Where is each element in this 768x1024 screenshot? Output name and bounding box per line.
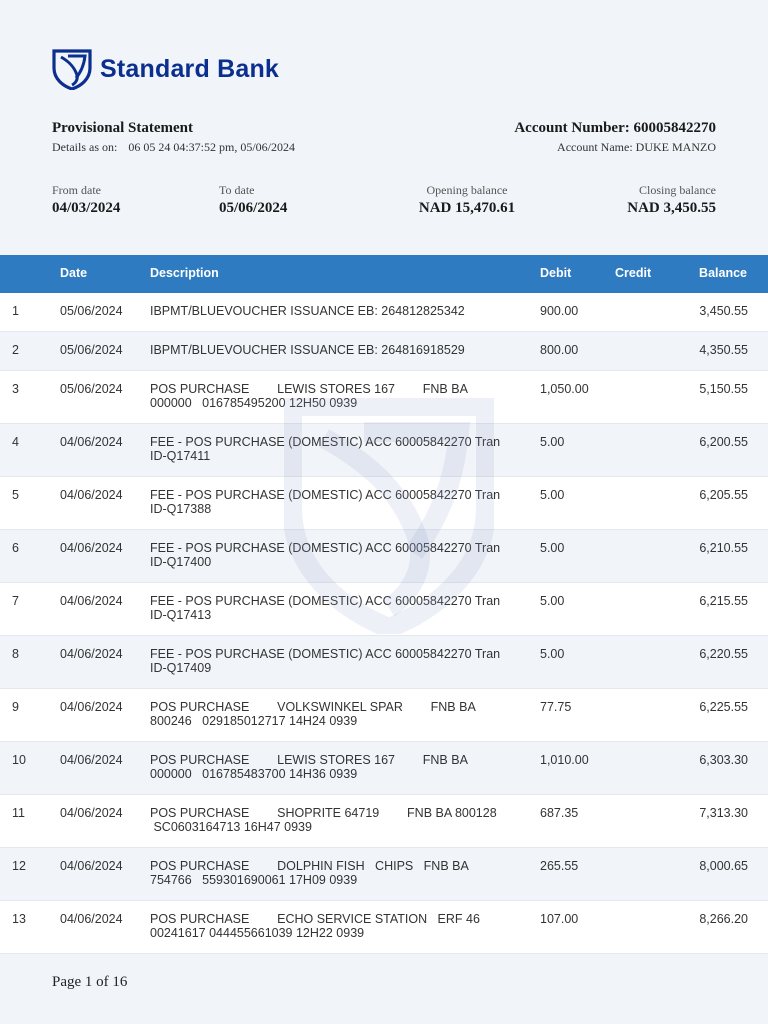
header-date: Date [60, 266, 88, 280]
header-description: Description [150, 266, 219, 280]
table-row [0, 424, 768, 477]
row-debit: 5.00 [540, 647, 565, 661]
row-date: 04/06/2024 [60, 859, 123, 873]
row-date: 04/06/2024 [60, 806, 123, 820]
row-description: FEE - POS PURCHASE (DOMESTIC) ACC 60005842270 Tran ID-Q17400 [150, 541, 501, 569]
row-balance: 6,200.55 [699, 435, 748, 449]
details-label: Details as on: [52, 140, 118, 154]
header-debit: Debit [540, 266, 572, 280]
row-date: 05/06/2024 [60, 382, 123, 396]
row-index: 13 [12, 912, 26, 926]
row-index: 6 [12, 541, 19, 555]
row-description: FEE - POS PURCHASE (DOMESTIC) ACC 60005842270 Tran ID-Q17413 [150, 594, 501, 622]
row-description: IBPMT/BLUEVOUCHER ISSUANCE EB: 264816918529 [150, 343, 465, 357]
row-debit: 77.75 [540, 700, 572, 714]
row-debit: 5.00 [540, 488, 565, 502]
row-debit: 1,050.00 [540, 382, 589, 396]
row-index: 4 [12, 435, 19, 449]
row-debit: 900.00 [540, 304, 579, 318]
from-date-label: From date [52, 183, 101, 197]
page-number: Page 1 of 16 [52, 974, 128, 990]
row-description: POS PURCHASE ECHO SERVICE STATION ERF 46 00241617 044455661039 12H22 0939 [150, 912, 480, 940]
row-balance: 4,350.55 [699, 343, 748, 357]
row-balance: 6,215.55 [699, 594, 748, 608]
details-as-on [52, 140, 295, 155]
row-balance: 6,303.30 [699, 753, 748, 767]
row-date: 04/06/2024 [60, 594, 123, 608]
row-balance: 6,225.55 [699, 700, 748, 714]
row-index: 11 [12, 806, 25, 820]
row-date: 05/06/2024 [60, 343, 123, 357]
table-row [0, 636, 768, 689]
table-row [0, 332, 768, 371]
table-row [0, 848, 768, 901]
row-date: 04/06/2024 [60, 912, 123, 926]
row-index: 7 [12, 594, 19, 608]
row-date: 04/06/2024 [60, 541, 123, 555]
row-index: 1 [12, 304, 19, 318]
table-row [0, 583, 768, 636]
row-description: POS PURCHASE VOLKSWINKEL SPAR FNB BA 800246 029185012717 14H24 0939 [150, 700, 476, 728]
row-index: 2 [12, 343, 19, 357]
row-balance: 5,150.55 [699, 382, 748, 396]
row-debit: 1,010.00 [540, 753, 589, 767]
row-balance: 6,205.55 [699, 488, 748, 502]
account-number: Account Number: 60005842270 [514, 120, 716, 136]
row-debit: 687.35 [540, 806, 579, 820]
transactions-table [0, 255, 768, 954]
row-date: 05/06/2024 [60, 304, 123, 318]
to-date-value: 05/06/2024 [219, 200, 288, 216]
row-description: POS PURCHASE LEWIS STORES 167 FNB BA 000000 016785483700 14H36 0939 [150, 753, 468, 781]
row-balance: 6,220.55 [699, 647, 748, 661]
row-description: FEE - POS PURCHASE (DOMESTIC) ACC 60005842270 Tran ID-Q17411 [150, 435, 501, 463]
row-debit: 5.00 [540, 541, 565, 555]
table-row [0, 530, 768, 583]
row-description: POS PURCHASE DOLPHIN FISH CHIPS FNB BA 754766 559301690061 17H09 0939 [150, 859, 469, 887]
table-header [0, 255, 768, 293]
table-body [0, 293, 768, 954]
shield-logo-icon [52, 48, 92, 90]
row-index: 3 [12, 382, 19, 396]
row-debit: 265.55 [540, 859, 579, 873]
row-index: 12 [12, 859, 26, 873]
row-date: 04/06/2024 [60, 647, 123, 661]
opening-balance-value: NAD 15,470.61 [418, 200, 516, 216]
closing-balance-value: NAD 3,450.55 [627, 200, 716, 216]
row-debit: 5.00 [540, 594, 565, 608]
row-debit: 107.00 [540, 912, 579, 926]
row-description: FEE - POS PURCHASE (DOMESTIC) ACC 60005842270 Tran ID-Q17388 [150, 488, 501, 516]
row-description: POS PURCHASE SHOPRITE 64719 FNB BA 800128 SC0603164713 16H47 0939 [150, 806, 497, 834]
to-date-label: To date [219, 183, 255, 197]
bank-name: Standard Bank [100, 54, 280, 83]
summary-from-date [52, 183, 120, 217]
from-date-value: 04/03/2024 [52, 200, 121, 216]
bank-logo [52, 48, 279, 90]
row-index: 5 [12, 488, 19, 502]
table-row [0, 371, 768, 424]
table-row [0, 901, 768, 954]
summary-closing-balance [627, 183, 716, 217]
header-balance: Balance [699, 266, 747, 280]
table-row [0, 293, 768, 332]
row-date: 04/06/2024 [60, 435, 123, 449]
closing-balance-label: Closing balance [639, 183, 716, 197]
row-debit: 5.00 [540, 435, 565, 449]
row-date: 04/06/2024 [60, 753, 123, 767]
row-index: 9 [12, 700, 19, 714]
summary-to-date [219, 183, 287, 217]
row-index: 8 [12, 647, 19, 661]
header-credit: Credit [615, 266, 652, 280]
row-balance: 8,000.65 [699, 859, 748, 873]
row-index: 10 [12, 753, 26, 767]
table-row [0, 689, 768, 742]
statement-title: Provisional Statement [52, 120, 193, 136]
row-description: IBPMT/BLUEVOUCHER ISSUANCE EB: 264812825342 [150, 304, 465, 318]
row-balance: 6,210.55 [699, 541, 748, 555]
row-debit: 800.00 [540, 343, 579, 357]
table-row [0, 742, 768, 795]
table-row [0, 477, 768, 530]
details-value: 06 05 24 04:37:52 pm, 05/06/2024 [128, 140, 295, 154]
row-date: 04/06/2024 [60, 700, 123, 714]
opening-balance-label: Opening balance [426, 183, 508, 197]
row-balance: 8,266.20 [699, 912, 748, 926]
summary-opening-balance [408, 183, 526, 217]
row-date: 04/06/2024 [60, 488, 123, 502]
table-row [0, 795, 768, 848]
account-name: Account Name: DUKE MANZO [557, 140, 716, 154]
row-balance: 3,450.55 [699, 304, 748, 318]
row-description: FEE - POS PURCHASE (DOMESTIC) ACC 60005842270 Tran ID-Q17409 [150, 647, 501, 675]
row-description: POS PURCHASE LEWIS STORES 167 FNB BA 000000 016785495200 12H50 0939 [150, 382, 468, 410]
row-balance: 7,313.30 [699, 806, 748, 820]
